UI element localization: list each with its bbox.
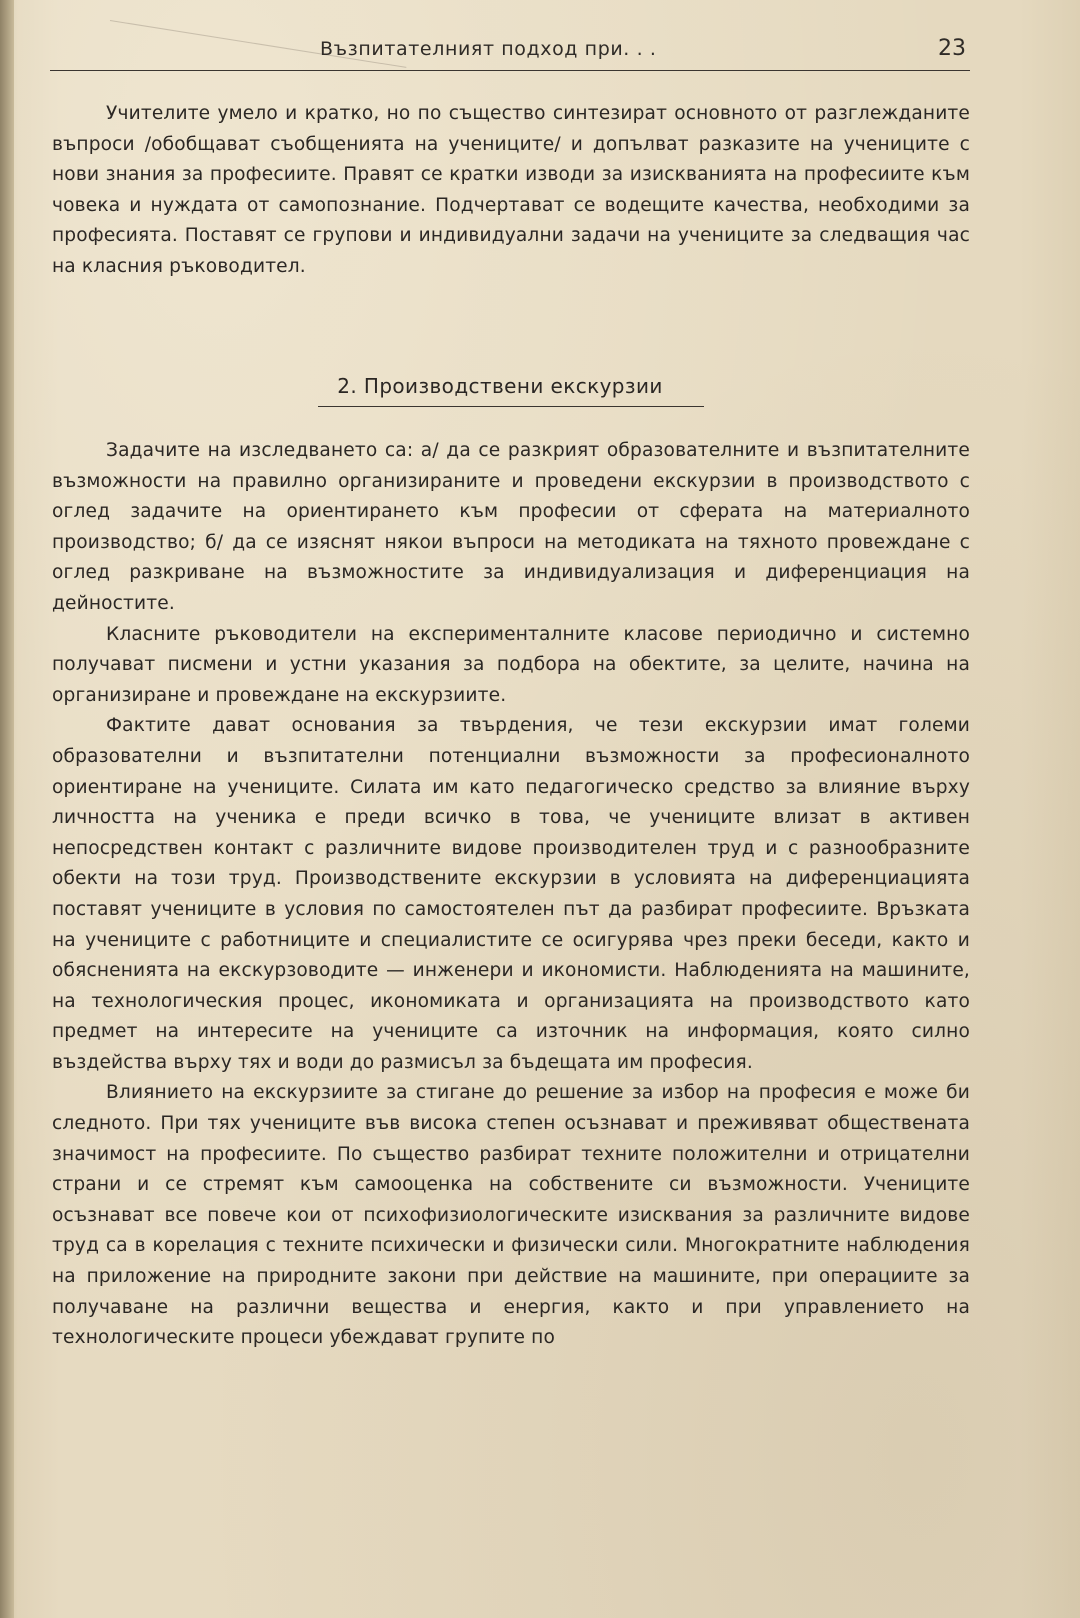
page-header (50, 36, 970, 71)
paragraph-instructions: Класните ръководители на експерименталните класове периодично и системно получават писмени и устни указания за подбора на обектите, за целите, начина на организиране и провеждане на екскурзиите. (52, 623, 970, 706)
binding-edge (0, 0, 14, 1618)
page-number: 23 (938, 36, 966, 61)
paragraph-objectives: Задачите на изследването са: а/ да се разкрият образователните и възпитателните възможности на правилно организираните и проведени екскурзии в производството с оглед задачите на ориентирането към професии от сферата на материалното производство; б/ да се изяснят някои въпроси на методиката на тяхното провеждане с оглед разкриване на възможностите за индивидуализация и диференциация на дейностите. (52, 440, 970, 614)
paragraph-facts: Фактите дават основания за твърдения, че тези екскурзии имат големи образователни и възпитателни потенциални възможности за професионалното ориентиране на учениците. Силата им като педагогическо средство за влияние върху личността на ученика е преди всичко в това, че учениците влизат в активен непосредствен контакт с различните видове производителен труд и с разнообразните обекти на този труд. Производствените екскурзии в условията на диференциацията поставят учениците в условия по самостоятелен път да разбират професиите. Връзката на учениците с работниците и специалистите се осигурява чрез преки беседи, както и обясненията на екскурзоводите — инженери и икономисти. Наблюденията на машините, на технологическия процес, икономиката и организацията на производството като предмет на интересите на учениците са източник на информация, която силно въздейства върху тях и води до размисъл за бъдещата им професия. (52, 715, 970, 1073)
intro-text-block (52, 99, 970, 283)
intro-paragraph: Учителите умело и кратко, но по същество синтезират основното от разглежданите въпроси /обобщават съобщенията на учениците/ и допълват разказите на учениците с нови знания за професиите. Правят се кратки изводи за изискванията на професиите към човека и нуждата от самопознание. Подчертават се водещите качества, необходими за професията. Поставят се групови и индивидуални задачи на учениците за следващия час на класния ръководител. (52, 103, 970, 277)
paragraph-influence: Влиянието на екскурзиите за стигане до решение за избор на професия е може би следното. При тях учениците във висока степен осъзнават и преживяват обществената значимост на професиите. По същество разбират техните положителни и отрицателни страни и се стремят към самооценка на собствените си възможности. Учениците осъзнават все повече кои от психофизиологическите изисквания за различните видове труд са в корелация с техните психически и физически сили. Многократните наблюдения на приложение на природните закони при действие на машините, при операциите за получаване на различни вещества и енергия, както и при управлението на технологическите процеси убеждават групите по (52, 1082, 970, 1349)
main-text-block (52, 436, 970, 1354)
running-title: Възпитателният подход при. . . (320, 38, 657, 60)
section-heading: 2. Производствени екскурзии (337, 374, 663, 398)
section-heading-underline (318, 406, 704, 407)
